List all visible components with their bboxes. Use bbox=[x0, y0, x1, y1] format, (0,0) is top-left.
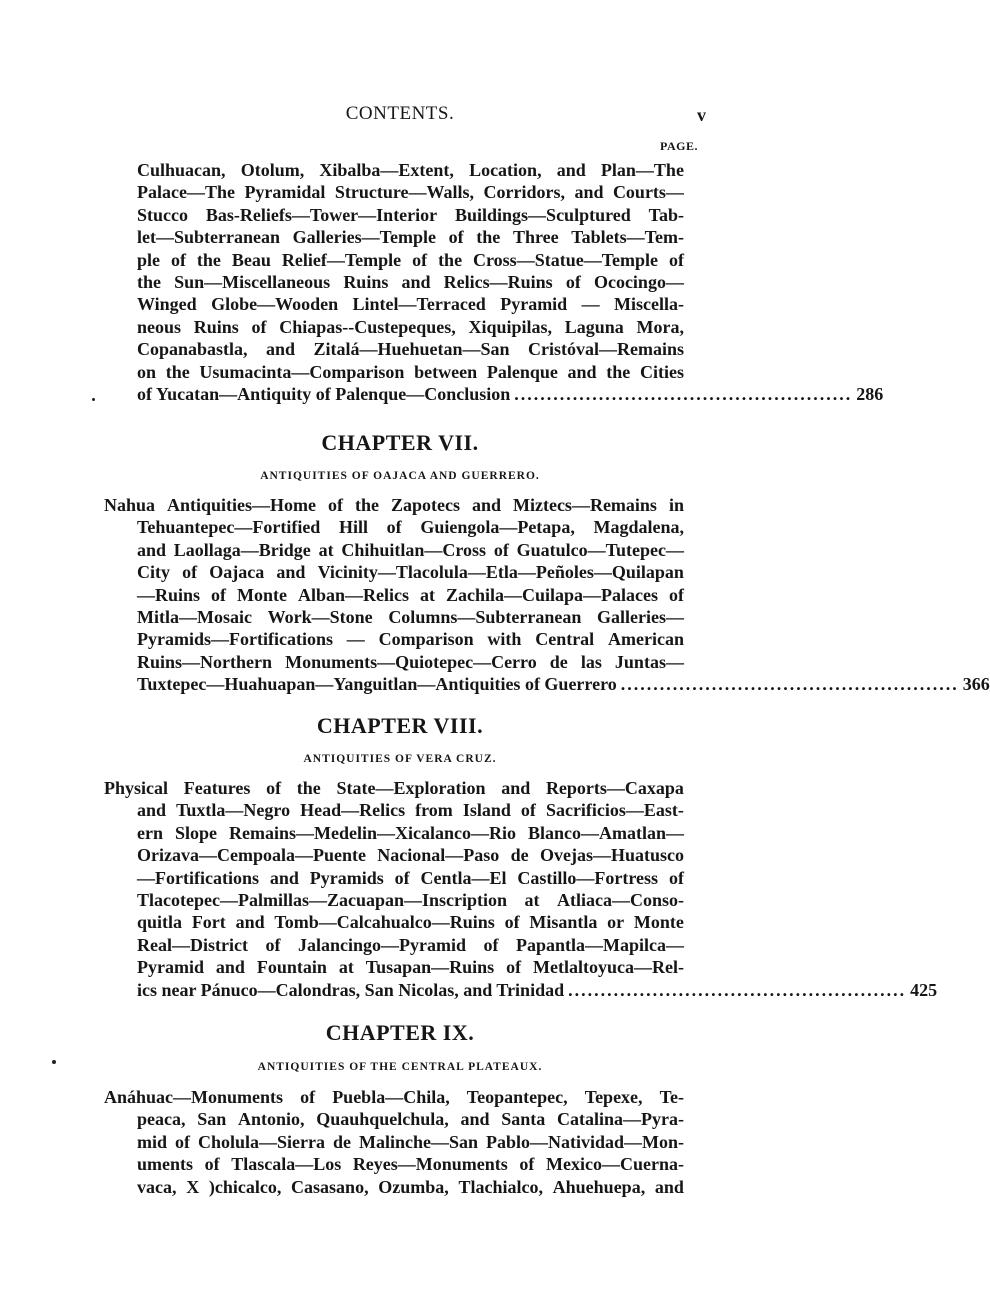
entry-line: Real—District of Jalancingo—Pyramid of Papantla—Mapilca— bbox=[137, 934, 684, 955]
entry-line: —Fortifications and Pyramids of Centla—El Castillo—Fortress of bbox=[137, 867, 684, 888]
entry-page-number: 366 bbox=[962, 674, 990, 695]
chapter-heading: CHAPTER VII. bbox=[321, 430, 479, 455]
entry-last-line: ics near Pánuco—Calondras, San Nicolas, and Trinidad .................................................... 425 bbox=[137, 979, 938, 1000]
chapter-subtitle: ANTIQUITIES OF OAJACA AND GUERRERO. bbox=[260, 470, 540, 482]
entry-line: Anáhuac—Monuments of Puebla—Chila, Teopantepec, Tepexe, Te- bbox=[104, 1087, 684, 1107]
running-title: CONTENTS. bbox=[345, 103, 455, 124]
dot-leader: .................................................... bbox=[568, 979, 907, 1000]
chapter-subtitle: ANTIQUITIES OF VERA CRUZ. bbox=[303, 753, 497, 765]
entry-line: Winged Globe—Wooden Lintel—Terraced Pyramid — Miscella- bbox=[137, 294, 684, 315]
entry-line: Palace—The Pyramidal Structure—Walls, Corridors, and Courts— bbox=[137, 182, 684, 203]
running-head bbox=[0, 103, 800, 129]
page-number: v bbox=[697, 105, 706, 125]
entry-line: and Laollaga—Bridge at Chihuitlan—Cross of Guatulco—Tutepec— bbox=[137, 539, 684, 560]
entry-last-line: Tuxtepec—Huahuapan—Yanguitlan—Antiquities of Guerrero .................................................... 366 bbox=[137, 674, 990, 695]
entry-line: neous Ruins of Chiapas--Custepeques, Xiquipilas, Laguna Mora, bbox=[137, 316, 684, 337]
entry-line: Mitla—Mosaic Work—Stone Columns—Subterranean Galleries— bbox=[137, 607, 684, 628]
entry-line: ern Slope Remains—Medelin—Xicalanco—Rio Blanco—Amatlan— bbox=[137, 822, 684, 843]
chapter-entry bbox=[104, 1086, 684, 1198]
entry-line: peaca, San Antonio, Quauhquelchula, and Santa Catalina—Pyra- bbox=[137, 1109, 684, 1130]
entry-line: Ruins—Northern Monuments—Quiotepec—Cerro de las Juntas— bbox=[137, 651, 684, 672]
entry-line: —Ruins of Monte Alban—Relics at Zachila—Cuilapa—Palaces of bbox=[137, 584, 684, 605]
dot-leader: .................................................... bbox=[620, 674, 959, 695]
entry-line: Pyramids—Fortifications — Comparison with Central American bbox=[137, 629, 684, 650]
page-column-label: PAGE. bbox=[660, 139, 698, 153]
entry-line: on the Usumacinta—Comparison between Palenque and the Cities bbox=[137, 361, 684, 382]
print-speck bbox=[92, 398, 95, 401]
chapter-subtitle: ANTIQUITIES OF THE CENTRAL PLATEAUX. bbox=[257, 1061, 543, 1073]
dot-leader: .................................................... bbox=[514, 384, 853, 405]
chapter-entry bbox=[104, 777, 938, 1001]
entry-last-line: of Yucatan—Antiquity of Palenque—Conclusion .................................................... 286 bbox=[137, 384, 884, 405]
entry-line: Stucco Bas-Reliefs—Tower—Interior Buildings—Sculptured Tab- bbox=[137, 204, 684, 225]
chapter-heading: CHAPTER IX. bbox=[325, 1020, 475, 1045]
entry-line: ple of the Beau Relief—Temple of the Cross—Statue—Temple of bbox=[137, 249, 684, 270]
entry-line: Tehuantepec—Fortified Hill of Guiengola—Petapa, Magdalena, bbox=[137, 517, 684, 538]
entry-line: quitla Fort and Tomb—Calcahualco—Ruins of Misantla or Monte bbox=[137, 912, 684, 933]
print-speck bbox=[52, 1060, 56, 1064]
chapter-entry bbox=[104, 494, 990, 696]
entry-line: and Tuxtla—Negro Head—Relics from Island of Sacrificios—East- bbox=[137, 800, 684, 821]
entry-line: let—Subterranean Galleries—Temple of the Three Tablets—Tem- bbox=[137, 227, 684, 248]
continued-entry bbox=[104, 159, 884, 405]
chapter-heading: CHAPTER VIII. bbox=[316, 713, 484, 738]
entry-line: Nahua Antiquities—Home of the Zapotecs and Miztecs—Remains in bbox=[104, 495, 684, 515]
entry-line: Tlacotepec—Palmillas—Zacuapan—Inscription at Atliaca—Conso- bbox=[137, 890, 684, 911]
entry-line: Pyramid and Fountain at Tusapan—Ruins of Metlaltoyuca—Rel- bbox=[137, 957, 684, 978]
entry-page-number: 425 bbox=[910, 979, 938, 1000]
entry-line: Physical Features of the State—Exploration and Reports—Caxapa bbox=[104, 778, 684, 798]
entry-line: Culhuacan, Otolum, Xibalba—Extent, Location, and Plan—The bbox=[137, 160, 684, 180]
entry-line: vaca, X )chicalco, Casasano, Ozumba, Tlachialco, Ahuehuepa, and bbox=[137, 1176, 684, 1197]
entry-page-number: 286 bbox=[856, 384, 884, 405]
entry-line: uments of Tlascala—Los Reyes—Monuments of Mexico—Cuerna- bbox=[137, 1154, 684, 1175]
entry-line: the Sun—Miscellaneous Ruins and Relics—Ruins of Ococingo— bbox=[137, 272, 684, 293]
entry-line: City of Oajaca and Vicinity—Tlacolula—Etla—Peñoles—Quilapan bbox=[137, 562, 684, 583]
entry-line: Orizava—Cempoala—Puente Nacional—Paso de Ovejas—Huatusco bbox=[137, 845, 684, 866]
entry-line: mid of Cholula—Sierra de Malinche—San Pablo—Natividad—Mon- bbox=[137, 1131, 684, 1152]
entry-line: Copanabastla, and Zitalá—Huehuetan—San Cristóval—Remains bbox=[137, 339, 684, 360]
